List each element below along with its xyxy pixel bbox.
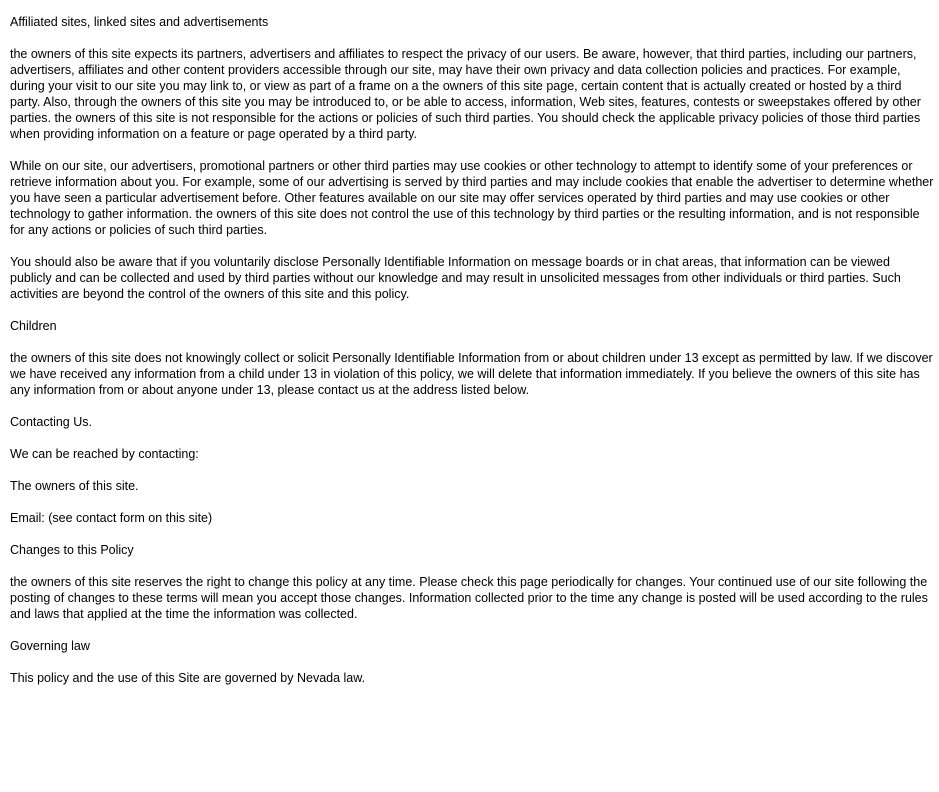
contact-intro-text: We can be reached by contacting: xyxy=(10,447,199,461)
section-heading-affiliated-sites: Affiliated sites, linked sites and advertisements xyxy=(10,15,269,29)
changes-paragraph: the owners of this site reserves the right to change this policy at any time. Please check this page periodically for changes. Your continued use of our site following the posting of changes to these terms will mean you accept those changes. Information collected prior to the time any change is posted will be used according to the rules and laws that applied at the time the information was collected. xyxy=(10,575,928,621)
section-heading-governing-law: Governing law xyxy=(10,639,90,653)
contact-email-text: Email: (see contact form on this site) xyxy=(10,511,213,525)
affiliated-paragraph-2: While on our site, our advertisers, promotional partners or other third parties may use cookies or other technology to attempt to identify some of your preferences or retrieve information about you. For example, some of our advertising is served by third parties and may include cookies that enable the advertiser to determine whether you have seen a particular advertisement before. Other features available on our site may offer services operated by third parties and may use cookies or other technology to gather information. the owners of this site does not control the use of this technology by third parties or the resulting information, and is not responsible for any actions or policies of such third parties. xyxy=(10,159,934,237)
governing-law-paragraph: This policy and the use of this Site are governed by Nevada law. xyxy=(10,671,366,685)
section-heading-changes: Changes to this Policy xyxy=(10,543,134,557)
section-heading-contacting-us: Contacting Us. xyxy=(10,415,92,429)
children-paragraph: the owners of this site does not knowingly collect or solicit Personally Identifiable Information from or about children under 13 except as permitted by law. If we discover we have received any information from a child under 13 in violation of this policy, we will delete that information immediately. If you believe the owners of this site has any information from or about anyone under 13, please contact us at the address listed below. xyxy=(10,351,933,397)
section-heading-children: Children xyxy=(10,319,57,333)
affiliated-paragraph-1: the owners of this site expects its partners, advertisers and affiliates to respect the privacy of our users. Be aware, however, that third parties, including our partners, advertisers, affiliates and other content providers accessible through our site, may have their own privacy and data collection policies and practices. For example, during your visit to our site you may link to, or view as part of a frame on a the owners of this site page, certain content that is actually created or hosted by a third party. Also, through the owners of this site you may be introduced to, or be able to access, information, Web sites, features, contests or sweepstakes offered by other parties. the owners of this site is not responsible for the actions or policies of such third parties. You should check the applicable privacy policies of those third parties when providing information on a feature or page operated by a third party. xyxy=(10,47,921,141)
contact-owner-text: The owners of this site. xyxy=(10,479,139,493)
affiliated-paragraph-3: You should also be aware that if you voluntarily disclose Personally Identifiable Information on message boards or in chat areas, that information can be viewed publicly and can be collected and used by third parties without our knowledge and may result in unsolicited messages from other individuals or third parties. Such activities are beyond the control of the owners of this site and this policy. xyxy=(10,255,901,301)
